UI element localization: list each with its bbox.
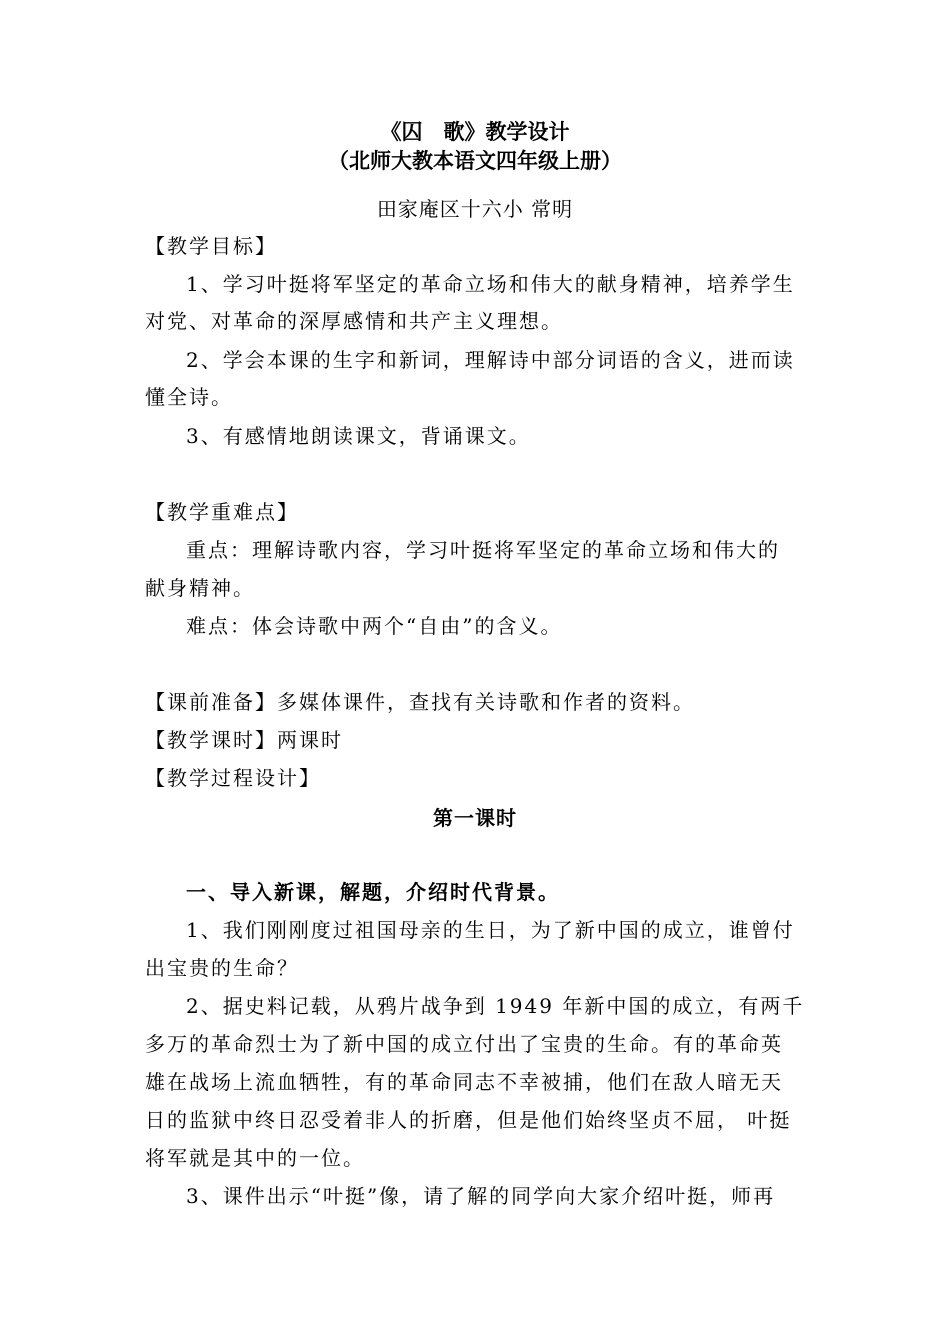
objective-2-line-2: 懂全诗。 [145, 385, 233, 409]
section-1-para-2-line-2: 多万的革命烈士为了新中国的成立付出了宝贵的生命。有的革命英 [145, 1032, 783, 1056]
objective-1-line-2: 对党、对革命的深厚感情和共产主义理想。 [145, 309, 563, 333]
key-point-line-2: 献身精神。 [145, 576, 255, 600]
preparation-line: 【课前准备】多媒体课件，查找有关诗歌和作者的资料。 [145, 690, 695, 714]
lesson-title: 第一课时 [433, 806, 517, 830]
section-1-para-2-line-4: 日的监狱中终日忍受着非人的折磨，但是他们始终坚贞不屈， 叶挺 [145, 1108, 792, 1132]
objectives-heading: 【教学目标】 [145, 234, 277, 258]
section-1-para-2-line-1: 2、据史料记载，从鸦片战争到 1949 年新中国的成立，有两千 [186, 994, 805, 1018]
periods-line: 【教学课时】两课时 [145, 728, 343, 752]
objective-3: 3、有感情地朗读课文，背诵课文。 [186, 424, 531, 448]
objective-1-line-1: 1、学习叶挺将军坚定的革命立场和伟大的献身精神，培养学生 [186, 272, 795, 296]
section-1-para-1-line-1: 1、我们刚刚度过祖国母亲的生日，为了新中国的成立，谁曾付 [186, 918, 795, 942]
section-1-para-3-line-1: 3、课件出示“叶挺”像，请了解的同学向大家介绍叶挺，师再 [186, 1184, 776, 1208]
key-points-heading: 【教学重难点】 [145, 500, 299, 524]
section-1-heading: 一、导入新课，解题，介绍时代背景。 [186, 880, 560, 904]
process-heading: 【教学过程设计】 [145, 766, 321, 790]
author-line: 田家庵区十六小 常明 [376, 197, 574, 221]
section-1-para-2-line-5: 将军就是其中的一位。 [145, 1146, 365, 1170]
difficulty-line: 难点：体会诗歌中两个“自由”的含义。 [186, 614, 563, 638]
document-title: 《囚 歌》教学设计 [380, 120, 570, 144]
document-subtitle: （北师大教本语文四年级上册） [328, 149, 622, 173]
section-1-para-2-line-3: 雄在战场上流血牺牲，有的革命同志不幸被捕，他们在敌人暗无天 [145, 1070, 783, 1094]
section-1-para-1-line-2: 出宝贵的生命？ [145, 956, 299, 980]
objective-2-line-1: 2、学会本课的生字和新词，理解诗中部分词语的含义，进而读 [186, 348, 795, 372]
key-point-line-1: 重点：理解诗歌内容，学习叶挺将军坚定的革命立场和伟大的 [186, 538, 780, 562]
